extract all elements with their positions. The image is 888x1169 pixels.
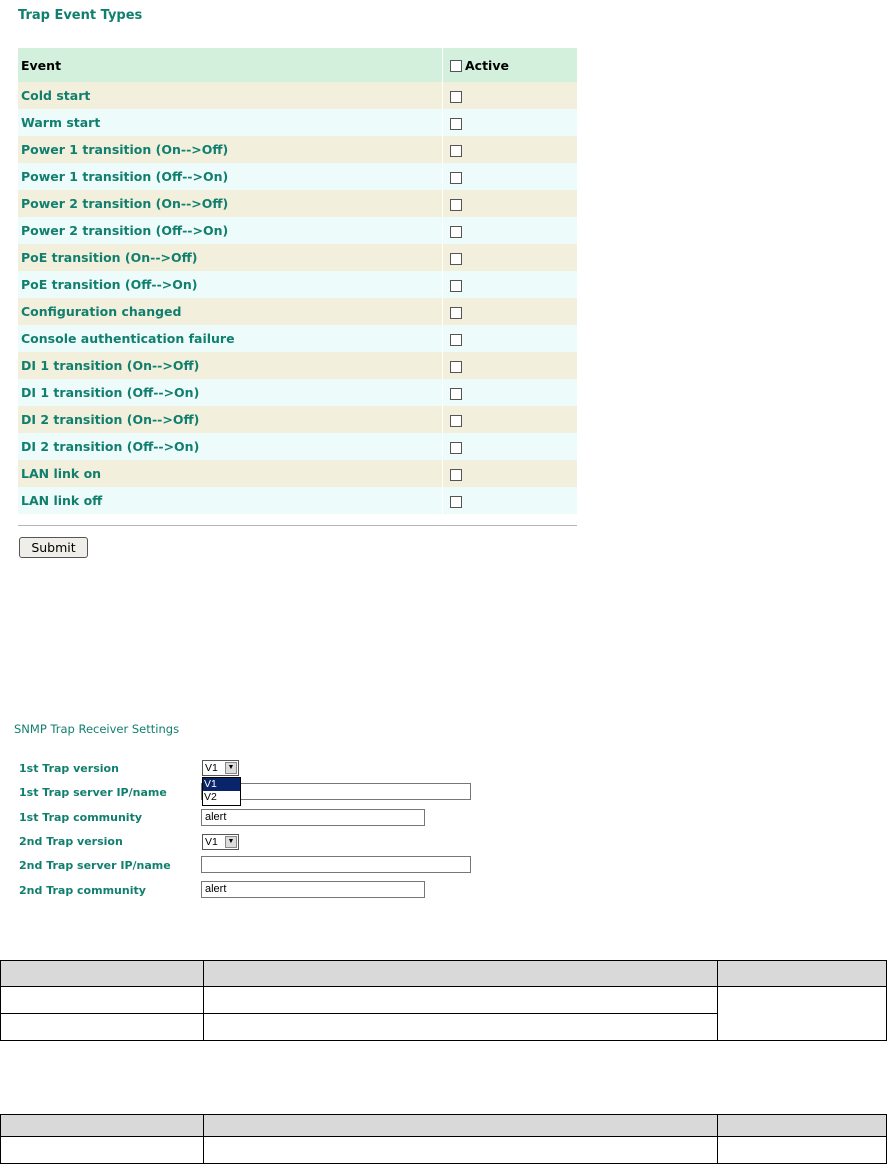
table-cell — [1, 1137, 204, 1164]
table-header-cell — [1, 961, 204, 987]
table-row — [1, 1137, 887, 1164]
table-header-cell — [1, 1115, 204, 1137]
active-cell — [443, 487, 578, 514]
table-header-row — [18, 48, 577, 82]
active-cell — [443, 325, 578, 352]
active-cell — [443, 433, 578, 460]
active-column-header — [443, 48, 578, 82]
event-row — [18, 487, 577, 514]
event-label: PoE transition (On-->Off) — [18, 244, 443, 271]
trap2-community-label: 2nd Trap community — [19, 884, 146, 897]
trap2-version-select[interactable] — [202, 834, 239, 850]
select-all-checkbox[interactable] — [450, 60, 462, 72]
active-checkbox[interactable] — [450, 145, 462, 157]
event-label: Configuration changed — [18, 298, 443, 325]
active-cell — [443, 190, 578, 217]
table-cell — [718, 1137, 887, 1164]
active-cell — [443, 136, 578, 163]
trap2-version-value: V1 — [205, 836, 218, 848]
version-option[interactable]: V2 — [204, 791, 217, 803]
trap2-server-label: 2nd Trap server IP/name — [19, 859, 171, 872]
trap1-server-input[interactable] — [201, 783, 471, 800]
trap1-version-dropdown-list — [202, 777, 241, 806]
event-label: DI 1 transition (On-->Off) — [18, 352, 443, 379]
active-header-label: Active — [465, 57, 509, 73]
active-checkbox[interactable] — [450, 91, 462, 103]
trap1-version-label: 1st Trap version — [19, 762, 119, 775]
event-label: PoE transition (Off-->On) — [18, 271, 443, 298]
table-divider — [18, 525, 577, 526]
event-row — [18, 136, 577, 163]
active-cell — [443, 82, 578, 109]
active-cell — [443, 244, 578, 271]
trap1-version-value: V1 — [205, 762, 218, 774]
active-cell — [443, 217, 578, 244]
active-cell — [443, 298, 578, 325]
table-header-row — [1, 961, 887, 987]
setting-description-table-2 — [0, 1114, 887, 1164]
event-row — [18, 109, 577, 136]
active-cell — [443, 379, 578, 406]
event-label: LAN link on — [18, 460, 443, 487]
event-label: Power 2 transition (On-->Off) — [18, 190, 443, 217]
chevron-down-icon[interactable]: ▼ — [225, 762, 237, 774]
table-cell — [1, 1014, 204, 1041]
table-header-cell — [204, 1115, 718, 1137]
event-row — [18, 163, 577, 190]
chevron-down-icon[interactable]: ▼ — [225, 836, 237, 848]
trap2-version-label: 2nd Trap version — [19, 835, 123, 848]
active-checkbox[interactable] — [450, 361, 462, 373]
active-cell — [443, 352, 578, 379]
event-row — [18, 190, 577, 217]
table-header-cell — [204, 961, 718, 987]
table-cell — [718, 987, 887, 1041]
active-checkbox[interactable] — [450, 118, 462, 130]
event-label: Console authentication failure — [18, 325, 443, 352]
table-header-cell — [718, 1115, 887, 1137]
table-cell — [204, 1014, 718, 1041]
trap1-community-input[interactable]: alert — [201, 809, 425, 826]
event-label: DI 2 transition (Off-->On) — [18, 433, 443, 460]
trap1-server-label: 1st Trap server IP/name — [19, 786, 167, 799]
event-label: Power 1 transition (On-->Off) — [18, 136, 443, 163]
table-row — [1, 987, 887, 1014]
active-checkbox[interactable] — [450, 226, 462, 238]
event-label: DI 2 transition (On-->Off) — [18, 406, 443, 433]
event-label: Cold start — [18, 82, 443, 109]
event-row — [18, 298, 577, 325]
snmp-trap-receiver-title: SNMP Trap Receiver Settings — [14, 722, 180, 736]
event-row — [18, 82, 577, 109]
event-row — [18, 406, 577, 433]
trap-event-types-title: Trap Event Types — [18, 8, 143, 23]
event-row — [18, 460, 577, 487]
active-checkbox[interactable] — [450, 307, 462, 319]
event-row — [18, 433, 577, 460]
event-label: Power 2 transition (Off-->On) — [18, 217, 443, 244]
active-cell — [443, 109, 578, 136]
active-checkbox[interactable] — [450, 442, 462, 454]
event-row — [18, 217, 577, 244]
table-cell — [204, 987, 718, 1014]
active-cell — [443, 460, 578, 487]
table-header-row — [1, 1115, 887, 1137]
event-row — [18, 271, 577, 298]
trap1-version-select[interactable] — [202, 760, 239, 776]
active-checkbox[interactable] — [450, 496, 462, 508]
trap-event-table — [18, 48, 577, 514]
active-checkbox[interactable] — [450, 172, 462, 184]
event-label: Warm start — [18, 109, 443, 136]
trap1-community-label: 1st Trap community — [19, 811, 142, 824]
event-row — [18, 325, 577, 352]
event-column-header: Event — [18, 48, 443, 82]
submit-button[interactable]: Submit — [19, 537, 88, 558]
trap2-server-input[interactable] — [201, 856, 471, 873]
table-cell — [204, 1137, 718, 1164]
active-checkbox[interactable] — [450, 253, 462, 265]
event-label: DI 1 transition (Off-->On) — [18, 379, 443, 406]
setting-description-table-1 — [0, 960, 887, 1041]
active-cell — [443, 163, 578, 190]
event-row — [18, 379, 577, 406]
active-checkbox[interactable] — [450, 280, 462, 292]
version-option[interactable]: V1 — [203, 778, 240, 791]
active-checkbox[interactable] — [450, 415, 462, 427]
event-label: LAN link off — [18, 487, 443, 514]
table-cell — [1, 987, 204, 1014]
trap2-community-input[interactable]: alert — [201, 881, 425, 898]
event-label: Power 1 transition (Off-->On) — [18, 163, 443, 190]
active-checkbox[interactable] — [450, 334, 462, 346]
active-checkbox[interactable] — [450, 199, 462, 211]
active-cell — [443, 271, 578, 298]
active-cell — [443, 406, 578, 433]
table-header-cell — [718, 961, 887, 987]
active-checkbox[interactable] — [450, 469, 462, 481]
active-checkbox[interactable] — [450, 388, 462, 400]
event-row — [18, 352, 577, 379]
event-row — [18, 244, 577, 271]
